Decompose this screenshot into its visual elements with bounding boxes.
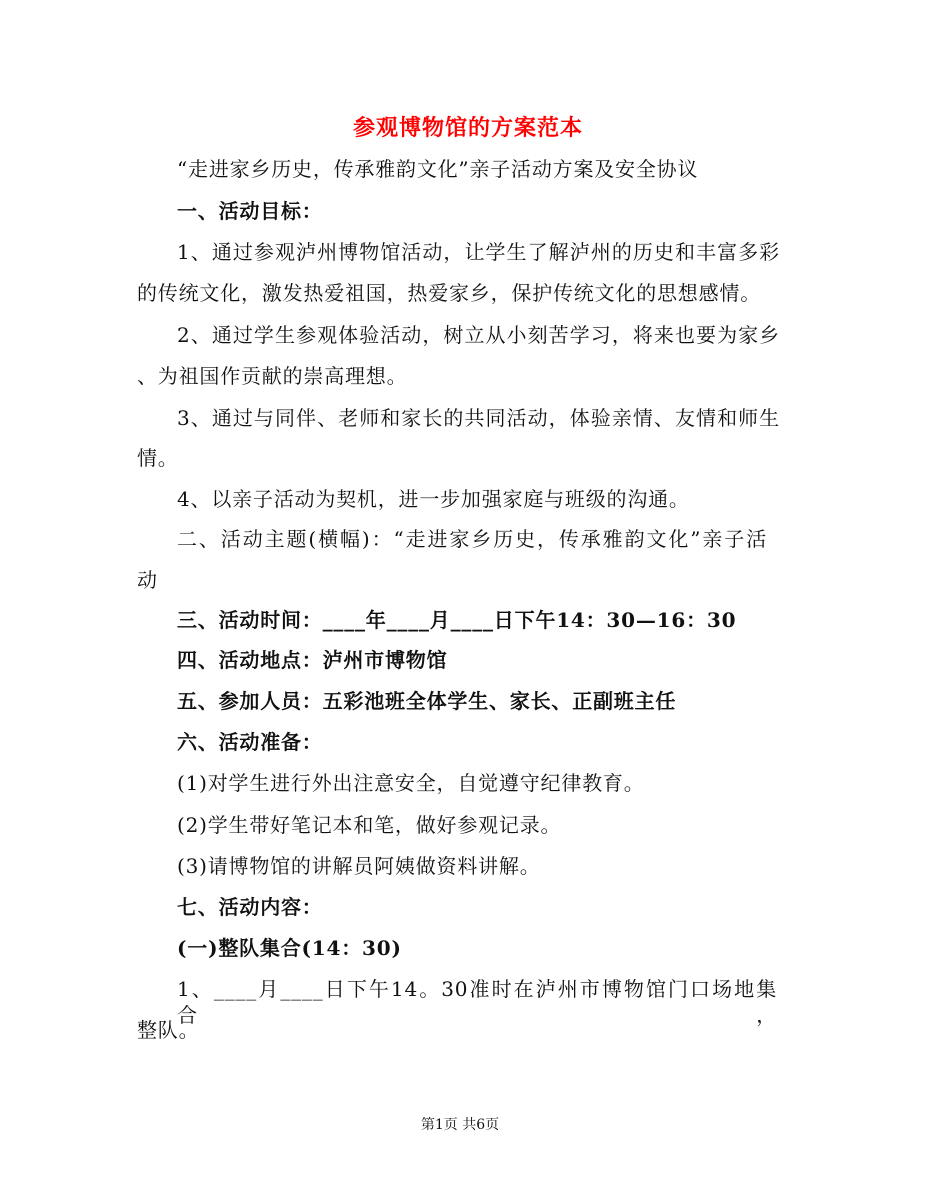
goal-1-line-1: 1、通过参观泸州博物馆活动，让学生了解泸州的历史和丰富多彩 xyxy=(177,240,780,264)
goal-3-line-2: 情。 xyxy=(137,446,179,470)
prep-item-1: (1)对学生进行外出注意安全，自觉遵守纪律教育。 xyxy=(177,771,645,795)
subsection-assembly: (一)整队集合(14：30) xyxy=(177,936,402,960)
section-preparation: 六、活动准备： xyxy=(177,730,323,754)
subtitle: “走进家乡历史，传承雅韵文化”亲子活动方案及安全协议 xyxy=(177,157,699,181)
section-content: 七、活动内容： xyxy=(177,895,323,919)
section-theme-line-1: 二、活动主题(横幅)：“走进家乡历史，传承雅韵文化”亲子活 xyxy=(177,527,767,551)
prep-item-3: (3)请博物馆的讲解员阿姨做资料讲解。 xyxy=(177,854,541,878)
content-item-1-line-2: 整队。 xyxy=(137,1018,200,1042)
section-theme-line-2: 动 xyxy=(137,568,158,592)
section-location: 四、活动地点：泸州市博物馆 xyxy=(177,648,448,672)
goal-2-line-1: 2、通过学生参观体验活动，树立从小刻苦学习，将来也要为家乡 xyxy=(177,323,780,347)
page-number: 第1页 共6页 xyxy=(420,1117,500,1133)
section-participants: 五、参加人员：五彩池班全体学生、家长、正副班主任 xyxy=(177,689,677,713)
prep-item-2: (2)学生带好笔记本和笔，做好参观记录。 xyxy=(177,813,562,837)
goal-3-line-1: 3、通过与同伴、老师和家长的共同活动，体验亲情、友情和师生 xyxy=(177,406,780,430)
goal-2-line-2: 、为祖国作贡献的崇高理想。 xyxy=(137,364,408,388)
section-heading-goals: 一、活动目标： xyxy=(177,199,323,223)
goal-4: 4、以亲子活动为契机，进一步加强家庭与班级的沟通。 xyxy=(177,487,690,511)
document-title: 参观博物馆的方案范本 xyxy=(352,115,583,141)
goal-1-line-2: 的传统文化，激发热爱祖国，热爱家乡，保护传统文化的思想感情。 xyxy=(137,281,761,305)
section-time: 三、活动时间：____年____月____日下午14：30—16：30 xyxy=(177,608,737,632)
content-item-1-line-1: 1、____月____日下午14。30准时在泸州市博物馆门口场地集合， xyxy=(177,977,777,1027)
